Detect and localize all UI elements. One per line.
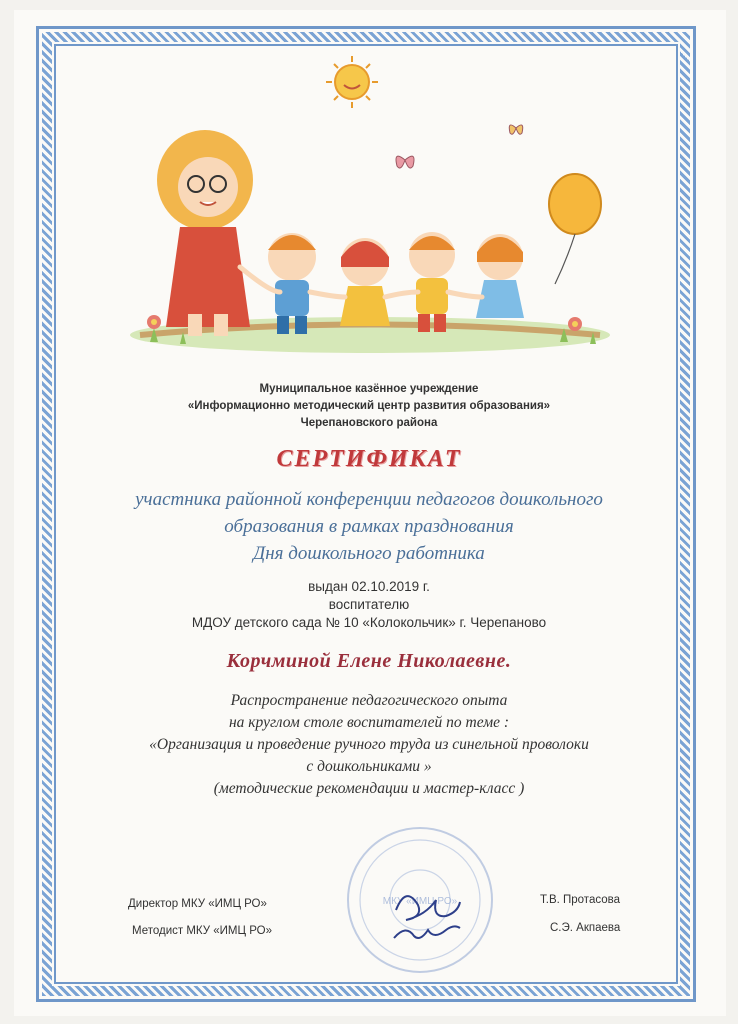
butterfly-icon [396, 125, 523, 168]
balloon-icon [549, 174, 601, 284]
recipient-name: Корчминой Елене Николаевне. [226, 650, 512, 672]
issue-details [60, 578, 678, 632]
child-figure [340, 238, 390, 326]
recipient-institution: МДОУ детского сада № 10 «Колокольчик» г. Черепаново [191, 615, 547, 630]
participant-line-1: участника районной конференции педагогов дошкольного [135, 489, 603, 510]
child-figure [409, 232, 455, 332]
certificate-title: СЕРТИФИКАТ [276, 446, 462, 472]
teacher-figure [157, 130, 253, 336]
recipient-role: воспитателю [328, 597, 410, 612]
topic-line-5: (методические рекомендации и мастер-класс ) [213, 780, 525, 797]
org-line-1: Муниципальное казённое учреждение [259, 383, 479, 395]
topic-line-2: на круглом столе воспитателей по теме : [228, 714, 510, 731]
teacher-children-illustration [120, 52, 620, 372]
sun-icon [326, 56, 378, 108]
participant-line-2: образования в рамках празднования [224, 516, 514, 537]
methodist-name: С.Э. Акпаева [550, 922, 621, 934]
stamp-text: МКУ «ИМЦ РО» [382, 896, 458, 907]
topic-line-4: с дошкольниками » [306, 758, 432, 775]
topic-line-1: Распространение педагогического опыта [230, 692, 508, 709]
topic-line-3: «Организация и проведение ручного труда из синельной проволоки [149, 736, 589, 753]
director-title: Директор МКУ «ИМЦ РО» [128, 898, 267, 910]
topic-description [60, 690, 678, 800]
signature-image [388, 880, 468, 950]
issue-date: выдан 02.10.2019 г. [308, 579, 430, 594]
participant-description [60, 486, 678, 567]
org-line-3: Черепановского района [300, 417, 438, 429]
participant-line-3: Дня дошкольного работника [253, 543, 485, 564]
organization-name [60, 381, 678, 432]
org-line-2: «Информационно методический центр развития образования» [187, 400, 551, 412]
child-figure [476, 234, 524, 318]
methodist-title: Методист МКУ «ИМЦ РО» [132, 925, 272, 937]
director-name: Т.В. Протасова [540, 894, 620, 906]
